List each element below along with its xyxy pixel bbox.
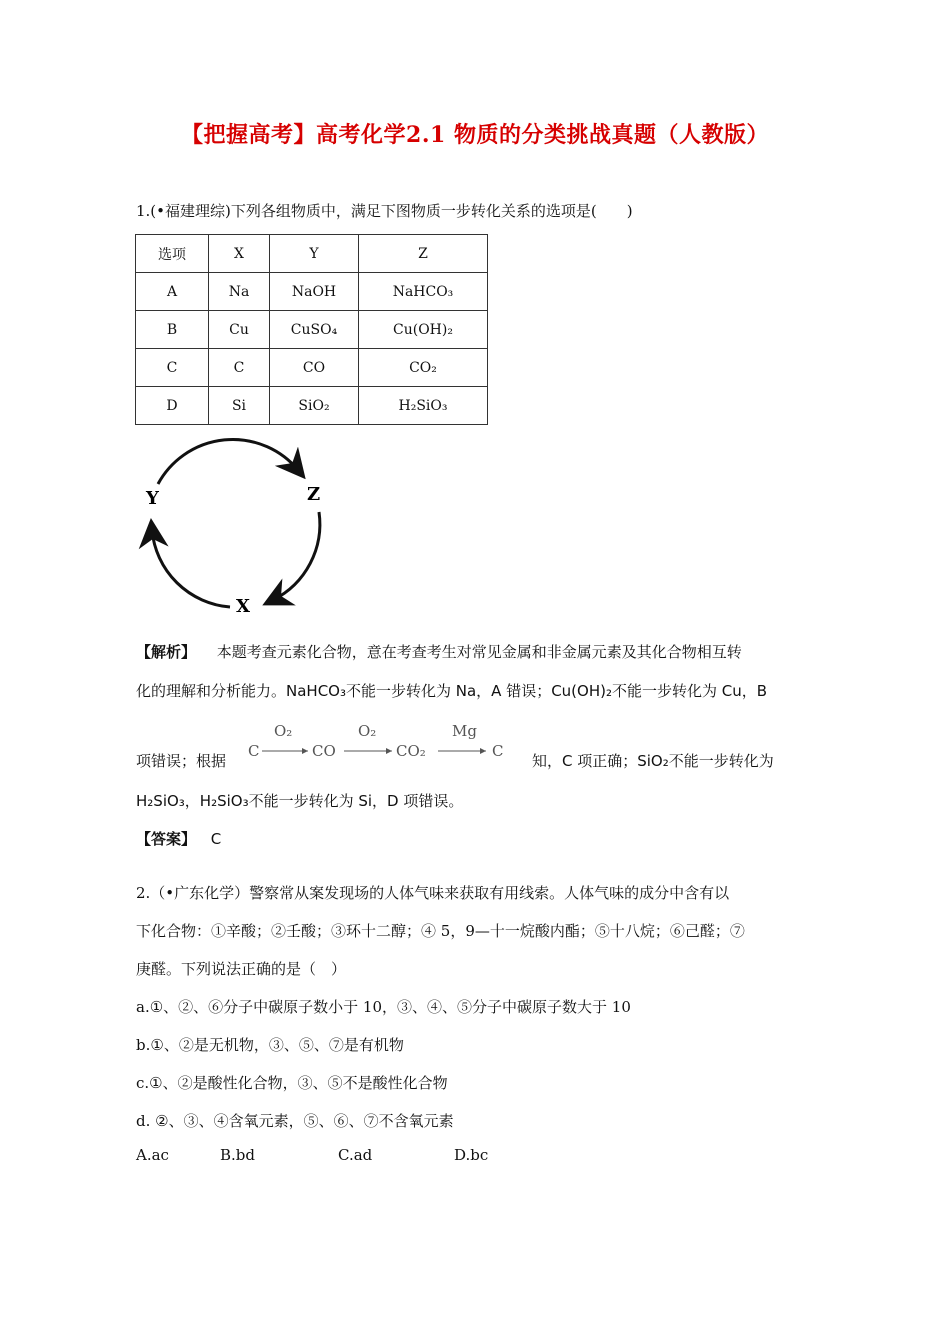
eq-reagent-2: O₂ (358, 722, 377, 740)
analysis-text: 本题考查元素化合物，意在考查考生对常见金属和非金属元素及其化合物相互转 (216, 643, 742, 661)
label-x: X (236, 596, 250, 617)
table-cell: Cu(OH)₂ (359, 311, 488, 349)
choice-c: C.ad (338, 1146, 373, 1164)
eq-species-2: CO (312, 742, 336, 760)
q2-statement-d: d. ②、③、④含氧元素，⑤、⑥、⑦不含氧元素 (136, 1112, 454, 1130)
table-row (136, 387, 488, 425)
q2-line-1: 2.（•广东化学）警察常从案发现场的人体气味来获取有用线索。人体气味的成分中含有以 (136, 884, 730, 902)
eq-species-1: C (248, 742, 260, 760)
reaction-equation (246, 720, 516, 770)
options-table (135, 234, 488, 425)
eq-species-3: CO₂ (396, 742, 426, 760)
table-cell: CuSO₄ (270, 311, 359, 349)
choice-b: B.bd (220, 1146, 255, 1164)
answer-line (136, 828, 221, 849)
table-cell: H₂SiO₃ (359, 387, 488, 425)
analysis-line-4: H₂SiO₃，H₂SiO₃不能一步转化为 Si，D 项错误。 (136, 792, 464, 810)
arrow-y-to-z (158, 439, 298, 484)
table-cell: CO (270, 349, 359, 387)
q2-line-3: 庚醛。下列说法正确的是（ ） (136, 960, 347, 978)
eq-reagent-3: Mg (452, 722, 477, 740)
label-y: Y (146, 488, 159, 509)
arrow-z-to-x (273, 512, 320, 600)
table-cell: SiO₂ (270, 387, 359, 425)
choice-a: A.ac (136, 1146, 169, 1164)
table-row (136, 349, 488, 387)
table-cell: C (209, 349, 270, 387)
q2-choices (136, 1146, 488, 1164)
label-z: Z (307, 484, 321, 505)
table-cell: B (136, 311, 209, 349)
table-cell: NaOH (270, 273, 359, 311)
table-cell: NaHCO₃ (359, 273, 488, 311)
conversion-cycle-diagram (130, 434, 340, 624)
page-title: 【把握高考】高考化学2.1 物质的分类挑战真题（人教版） (181, 122, 769, 148)
eq-species-4: C (492, 742, 504, 760)
table-cell: D (136, 387, 209, 425)
q1-stem: 1.(•福建理综)下列各组物质中，满足下图物质一步转化关系的选项是( ) (136, 202, 633, 220)
analysis-line-3-pre: 项错误；根据 (136, 752, 227, 770)
q2-statement-a: a.①、②、⑥分子中碳原子数小于 10，③、④、⑤分子中碳原子数大于 10 (136, 998, 631, 1016)
eq-reagent-1: O₂ (274, 722, 293, 740)
table-header-cell: 选项 (136, 235, 209, 273)
table-cell: Si (209, 387, 270, 425)
table-header-cell: Y (270, 235, 359, 273)
table-header-cell: X (209, 235, 270, 273)
table-cell: A (136, 273, 209, 311)
table-header-row (136, 235, 488, 273)
table-cell: Na (209, 273, 270, 311)
answer-tag: 【答案】 (136, 830, 197, 848)
arrow-x-to-y (152, 530, 230, 607)
table-cell: C (136, 349, 209, 387)
table-cell: CO₂ (359, 349, 488, 387)
analysis-line-3-post: 知，C 项正确；SiO₂不能一步转化为 (532, 752, 774, 770)
table-row (136, 311, 488, 349)
table-header-cell: Z (359, 235, 488, 273)
q2-statement-c: c.①、②是酸性化合物，③、⑤不是酸性化合物 (136, 1074, 448, 1092)
analysis-line-1 (136, 641, 742, 662)
answer-value: C (210, 830, 222, 848)
analysis-tag: 【解析】 (136, 643, 197, 661)
choice-d: D.bc (454, 1146, 489, 1164)
analysis-line-2: 化的理解和分析能力。NaHCO₃不能一步转化为 Na，A 错误；Cu(OH)₂不能一步转化为 Cu，B (136, 682, 768, 700)
table-cell: Cu (209, 311, 270, 349)
q2-statement-b: b.①、②是无机物，③、⑤、⑦是有机物 (136, 1036, 404, 1054)
q2-line-2: 下化合物：①辛酸；②壬酸；③环十二醇；④ 5，9—十一烷酸内酯；⑤十八烷；⑥己醛；⑦ (136, 922, 745, 940)
table-row (136, 273, 488, 311)
